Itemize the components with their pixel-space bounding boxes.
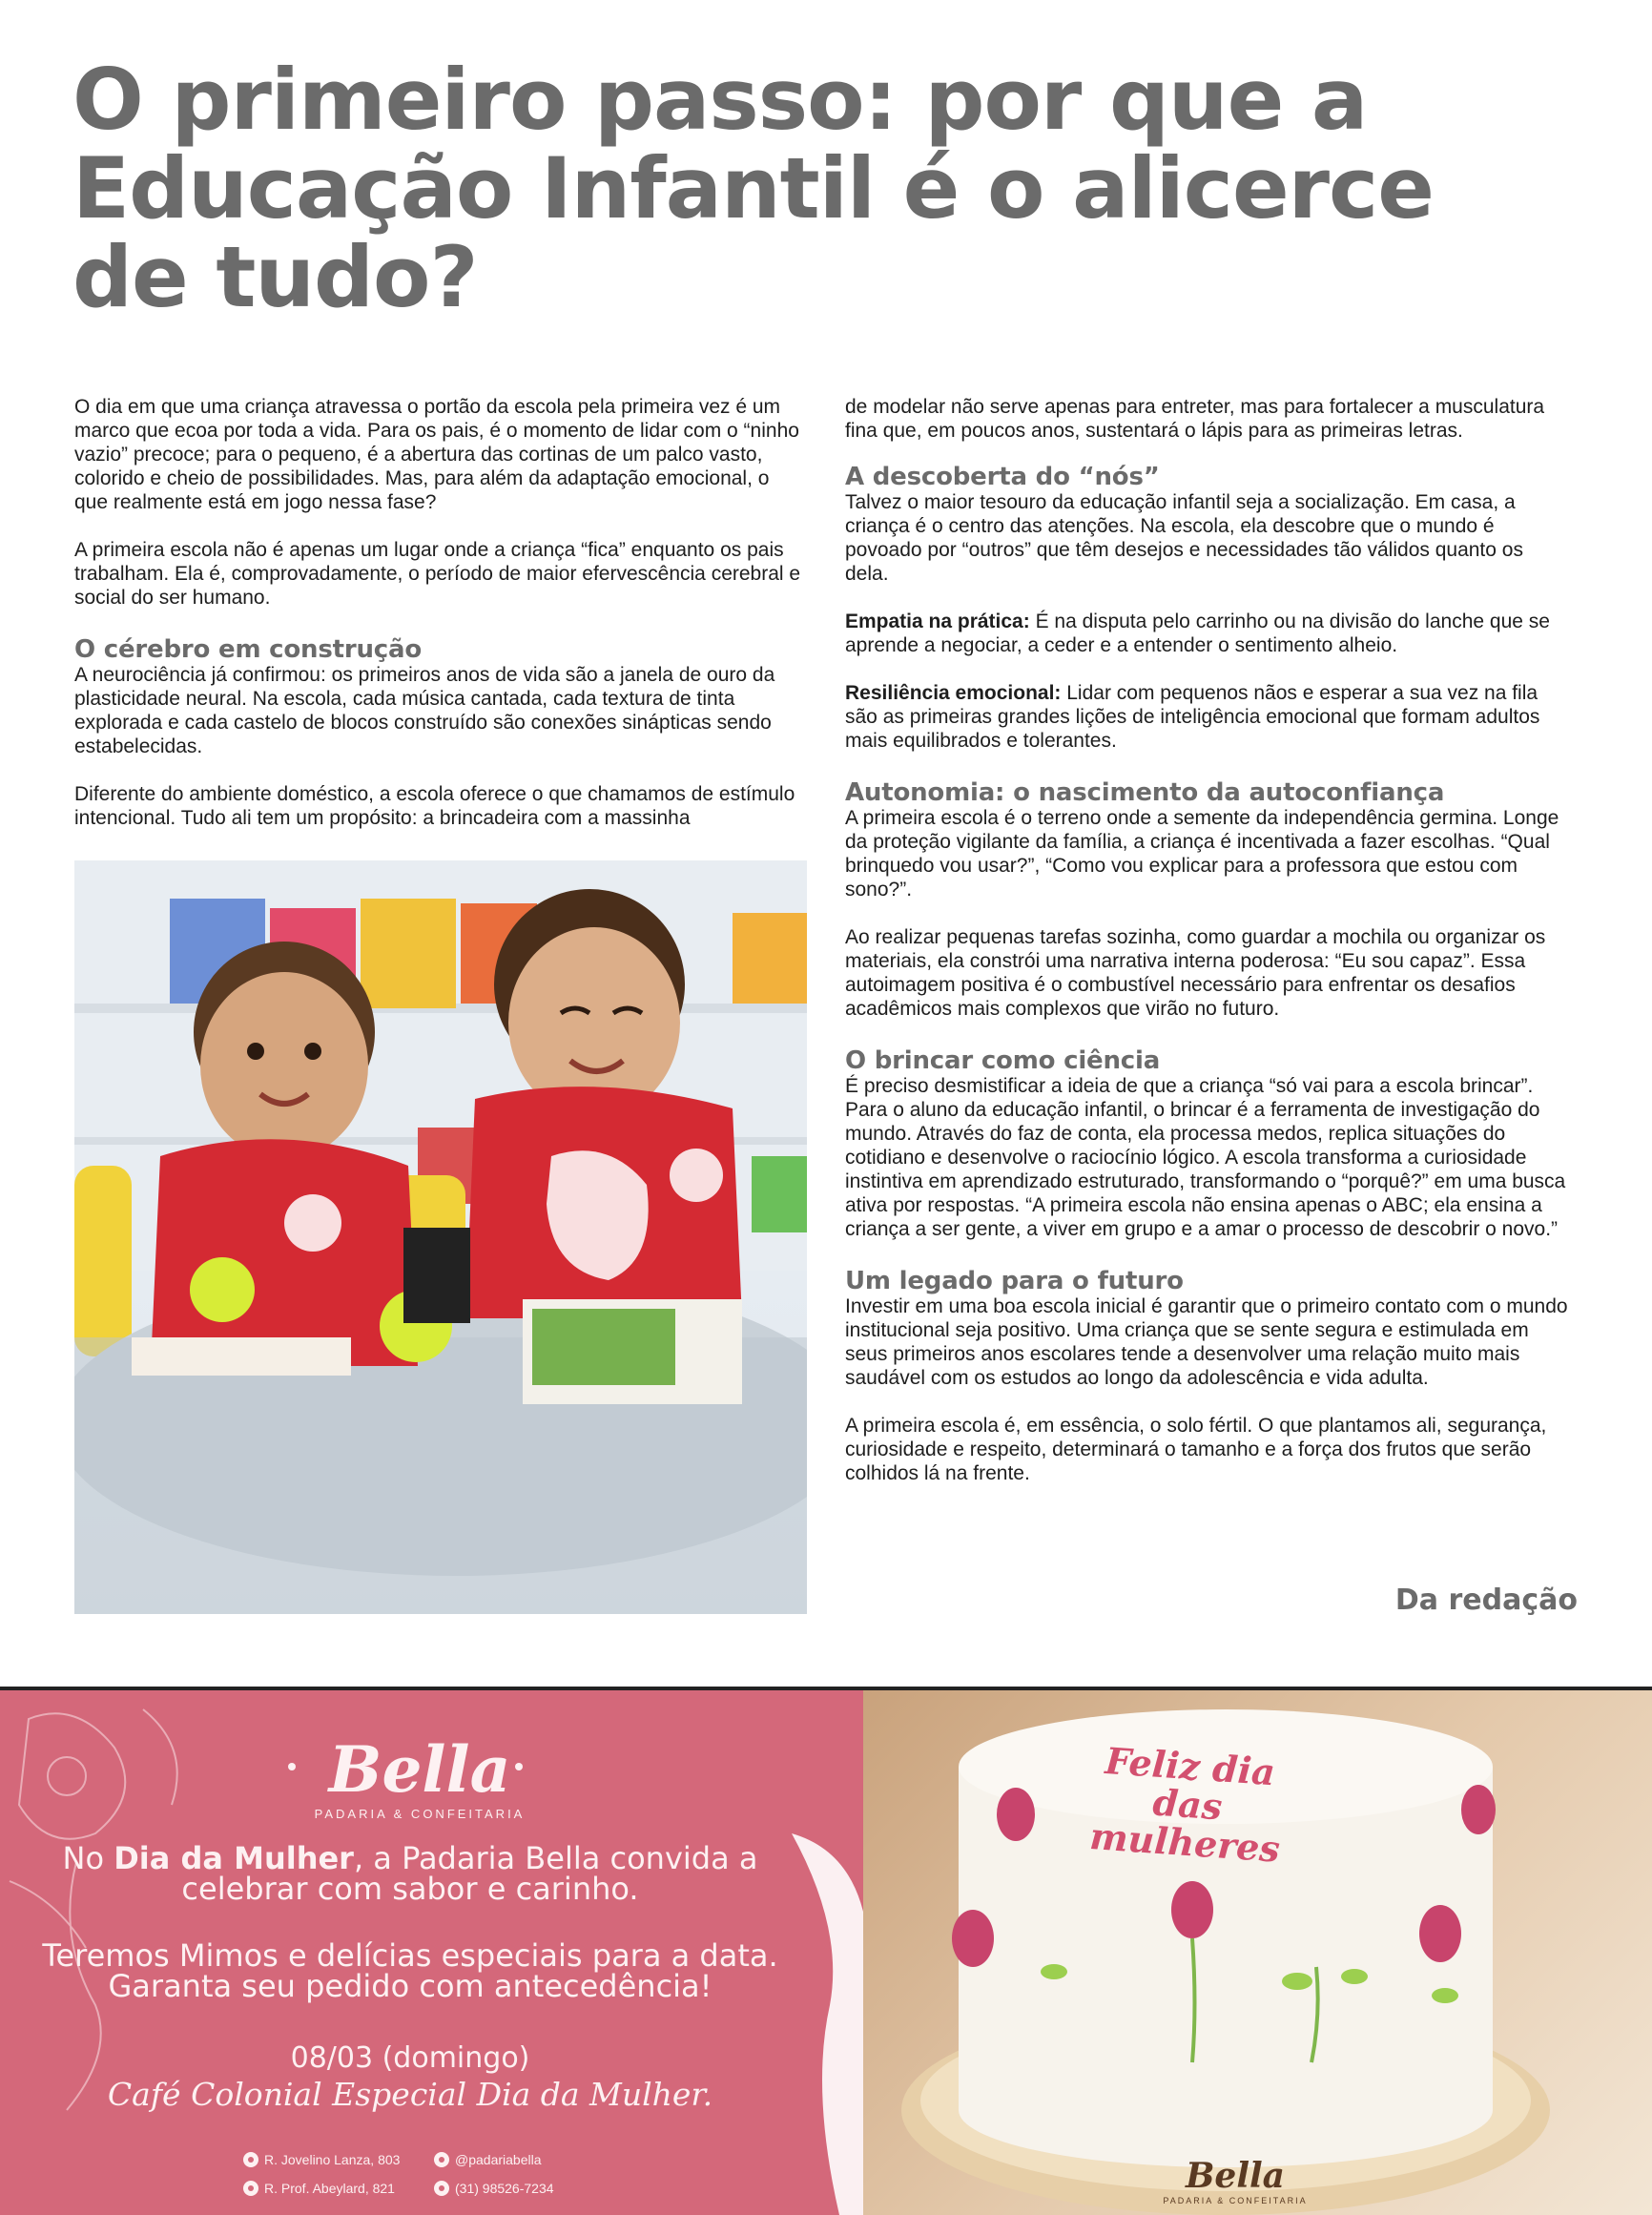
cake-text-line: mulheres xyxy=(1088,1813,1282,1871)
ad-line: Teremos Mimos e delícias especiais para a data. xyxy=(42,1937,778,1974)
ad-line: celebrar com sabor e carinho. xyxy=(181,1871,639,1907)
ad-line: Garanta seu pedido com antecedência! xyxy=(108,1968,712,2004)
ad-highlight: Dia da Mulher xyxy=(114,1840,354,1876)
paragraph: A neurociência já confirmou: os primeiros anos de vida são a janela de ouro da plasticidade neural. Na escola, cada música cantada, cada textura de tinta explorada e cada castelo de blocos construído são conexões sinápticas sendo estabelecidas. xyxy=(74,664,775,757)
ad-event: Café Colonial Especial Dia da Mulher. xyxy=(107,2076,713,2113)
cake-text-line: Feliz dia xyxy=(1104,1738,1277,1794)
article-column-right xyxy=(845,395,1570,1485)
article-headline: O primeiro passo: por que a Educação Infantil é o alicerce de tudo? xyxy=(72,51,1434,326)
logo-dot xyxy=(288,1763,296,1770)
ad-text-panel xyxy=(0,1690,868,2215)
text: Lidar com pequenos nãos e esperar a sua vez na fila são as primeiras grandes lições de inteligência emocional que formam adultos mais equilibrados e tolerantes. xyxy=(845,682,1540,752)
paragraph: Investir em uma boa escola inicial é garantir que o primeiro contato com o mundo institucional seja positivo. Uma criança que se sente segura e estimulada em seus primeiros anos escolares tende a desenvolver uma relação muito mais saudável com os estudos ao longo da adolescência e vida adulta. xyxy=(845,1295,1568,1389)
article-column-left xyxy=(74,395,801,830)
cake-text-line: das xyxy=(1151,1780,1224,1829)
whatsapp-icon xyxy=(434,2181,449,2196)
paragraph: A primeira escola é o terreno onde a semente da independência germina. Longe da proteção vigilante da família, a criança é incentivada a fazer escolhas. “Qual brinquedo vou usar?”, “Como vou explicar para a professora que estou com sono?”. xyxy=(845,807,1559,900)
paragraph: A primeira escola não é apenas um lugar onde a criança “fica” enquanto os pais trabalham. Ela é, comprovadamente, o período de maior efervescência cerebral e social do ser humano. xyxy=(74,539,801,609)
paragraph: A primeira escola é, em essência, o solo fértil. O que plantamos ali, segurança, curiosidade e respeito, determinará o tamanho e a força dos frutos que serão colhidos lá na frente. xyxy=(845,1415,1547,1484)
section-heading: Autonomia: o nascimento da autoconfiança xyxy=(845,778,1445,807)
phone-number: (31) 98526-7234 xyxy=(434,2181,554,2196)
cake-board-sub: PADARIA & CONFEITARIA xyxy=(1163,2196,1308,2205)
children-classroom-photo xyxy=(74,860,807,1614)
bakery-advertisement xyxy=(0,1687,1652,2215)
logo-subtitle: PADARIA & CONFEITARIA xyxy=(314,1807,526,1821)
section-heading: A descoberta do “nós” xyxy=(845,463,1160,491)
paragraph: O dia em que uma criança atravessa o portão da escola pela primeira vez é um marco que ecoa por toda a vida. Para os pais, é o momento de lidar com o “ninho vazio” precoce; para o pequeno, é a abertura das cortinas de um palco vasto, colorido e cheio de possibilidades. Mas, para além da adaptação emocional, o que realmente está em jogo nessa fase? xyxy=(74,396,799,513)
paragraph xyxy=(845,610,1570,657)
instagram-handle: @padariabella xyxy=(434,2152,542,2167)
section-heading: O cérebro em construção xyxy=(74,635,423,664)
text: É na disputa pelo carrinho ou na divisão do lanche que se aprende a negociar, a ceder e a entender o sentimento alheio. xyxy=(845,611,1550,656)
instagram-icon xyxy=(434,2152,449,2167)
ad-line: No Dia da Mulher, a Padaria Bella convida a xyxy=(62,1840,758,1876)
cake-board-logo: Bella PADARIA & CONFEITARIA xyxy=(1159,2156,1311,2205)
address-2: R. Prof. Abeylard, 821 xyxy=(243,2181,395,2196)
paragraph: Diferente do ambiente doméstico, a escola oferece o que chamamos de estímulo intencional. Tudo ali tem um propósito: a brincadeira com a massinha xyxy=(74,783,795,829)
bold-label: Resiliência emocional: xyxy=(845,682,1062,704)
paragraph: É preciso desmistificar a ideia de que a criança “só vai para a escola brincar”. Para o aluno da educação infantil, o brincar é a ferramenta de investigação do mundo. Através do faz de conta, ela processa medos, replica situações do cotidiano e desenvolve o raciocínio lógico. A escola transforma a curiosidade instintiva em aprendizado estruturado, transformando o “porquê?” em uma busca ativa por respostas. “A primeira escola não ensina apenas o ABC; ela ensina a criança a ser gente, a viver em grupo e a amar o processo de descobrir o novo.” xyxy=(845,1075,1566,1240)
section-heading: Um legado para o futuro xyxy=(845,1267,1184,1295)
address-1: R. Jovelino Lanza, 803 xyxy=(243,2152,400,2167)
location-pin-icon xyxy=(243,2181,258,2196)
cake-inscription xyxy=(1031,1737,1344,1873)
paragraph: de modelar não serve apenas para entreter, mas para fortalecer a musculatura fina que, em poucos anos, sustentará o lápis para as primeiras letras. xyxy=(845,396,1545,442)
logo-dot xyxy=(515,1763,523,1770)
paragraph: Ao realizar pequenas tarefas sozinha, como guardar a mochila ou organizar os materiais, ela constrói uma narrativa interna poderosa: “Eu sou capaz”. Essa autoimagem positiva é o combustível necessário para enfrentar os desafios acadêmicos mais complexos que virão no futuro. xyxy=(845,926,1546,1020)
bella-logo: Bella xyxy=(328,1732,511,1807)
paragraph: Talvez o maior tesouro da educação infantil seja a socialização. Em casa, a criança é o centro das atenções. Na escola, ela descobre que o mundo é povoado por “outros” que têm desejos e necessidades tão válidos quanto os dela. xyxy=(845,491,1523,585)
location-pin-icon xyxy=(243,2152,258,2167)
bold-label: Empatia na prática: xyxy=(845,611,1030,632)
section-heading: O brincar como ciência xyxy=(845,1046,1161,1075)
paragraph xyxy=(845,681,1570,753)
byline: Da redação xyxy=(1394,1584,1578,1617)
ad-date: 08/03 (domingo) xyxy=(290,2041,530,2075)
cake-photo xyxy=(863,1690,1652,2215)
